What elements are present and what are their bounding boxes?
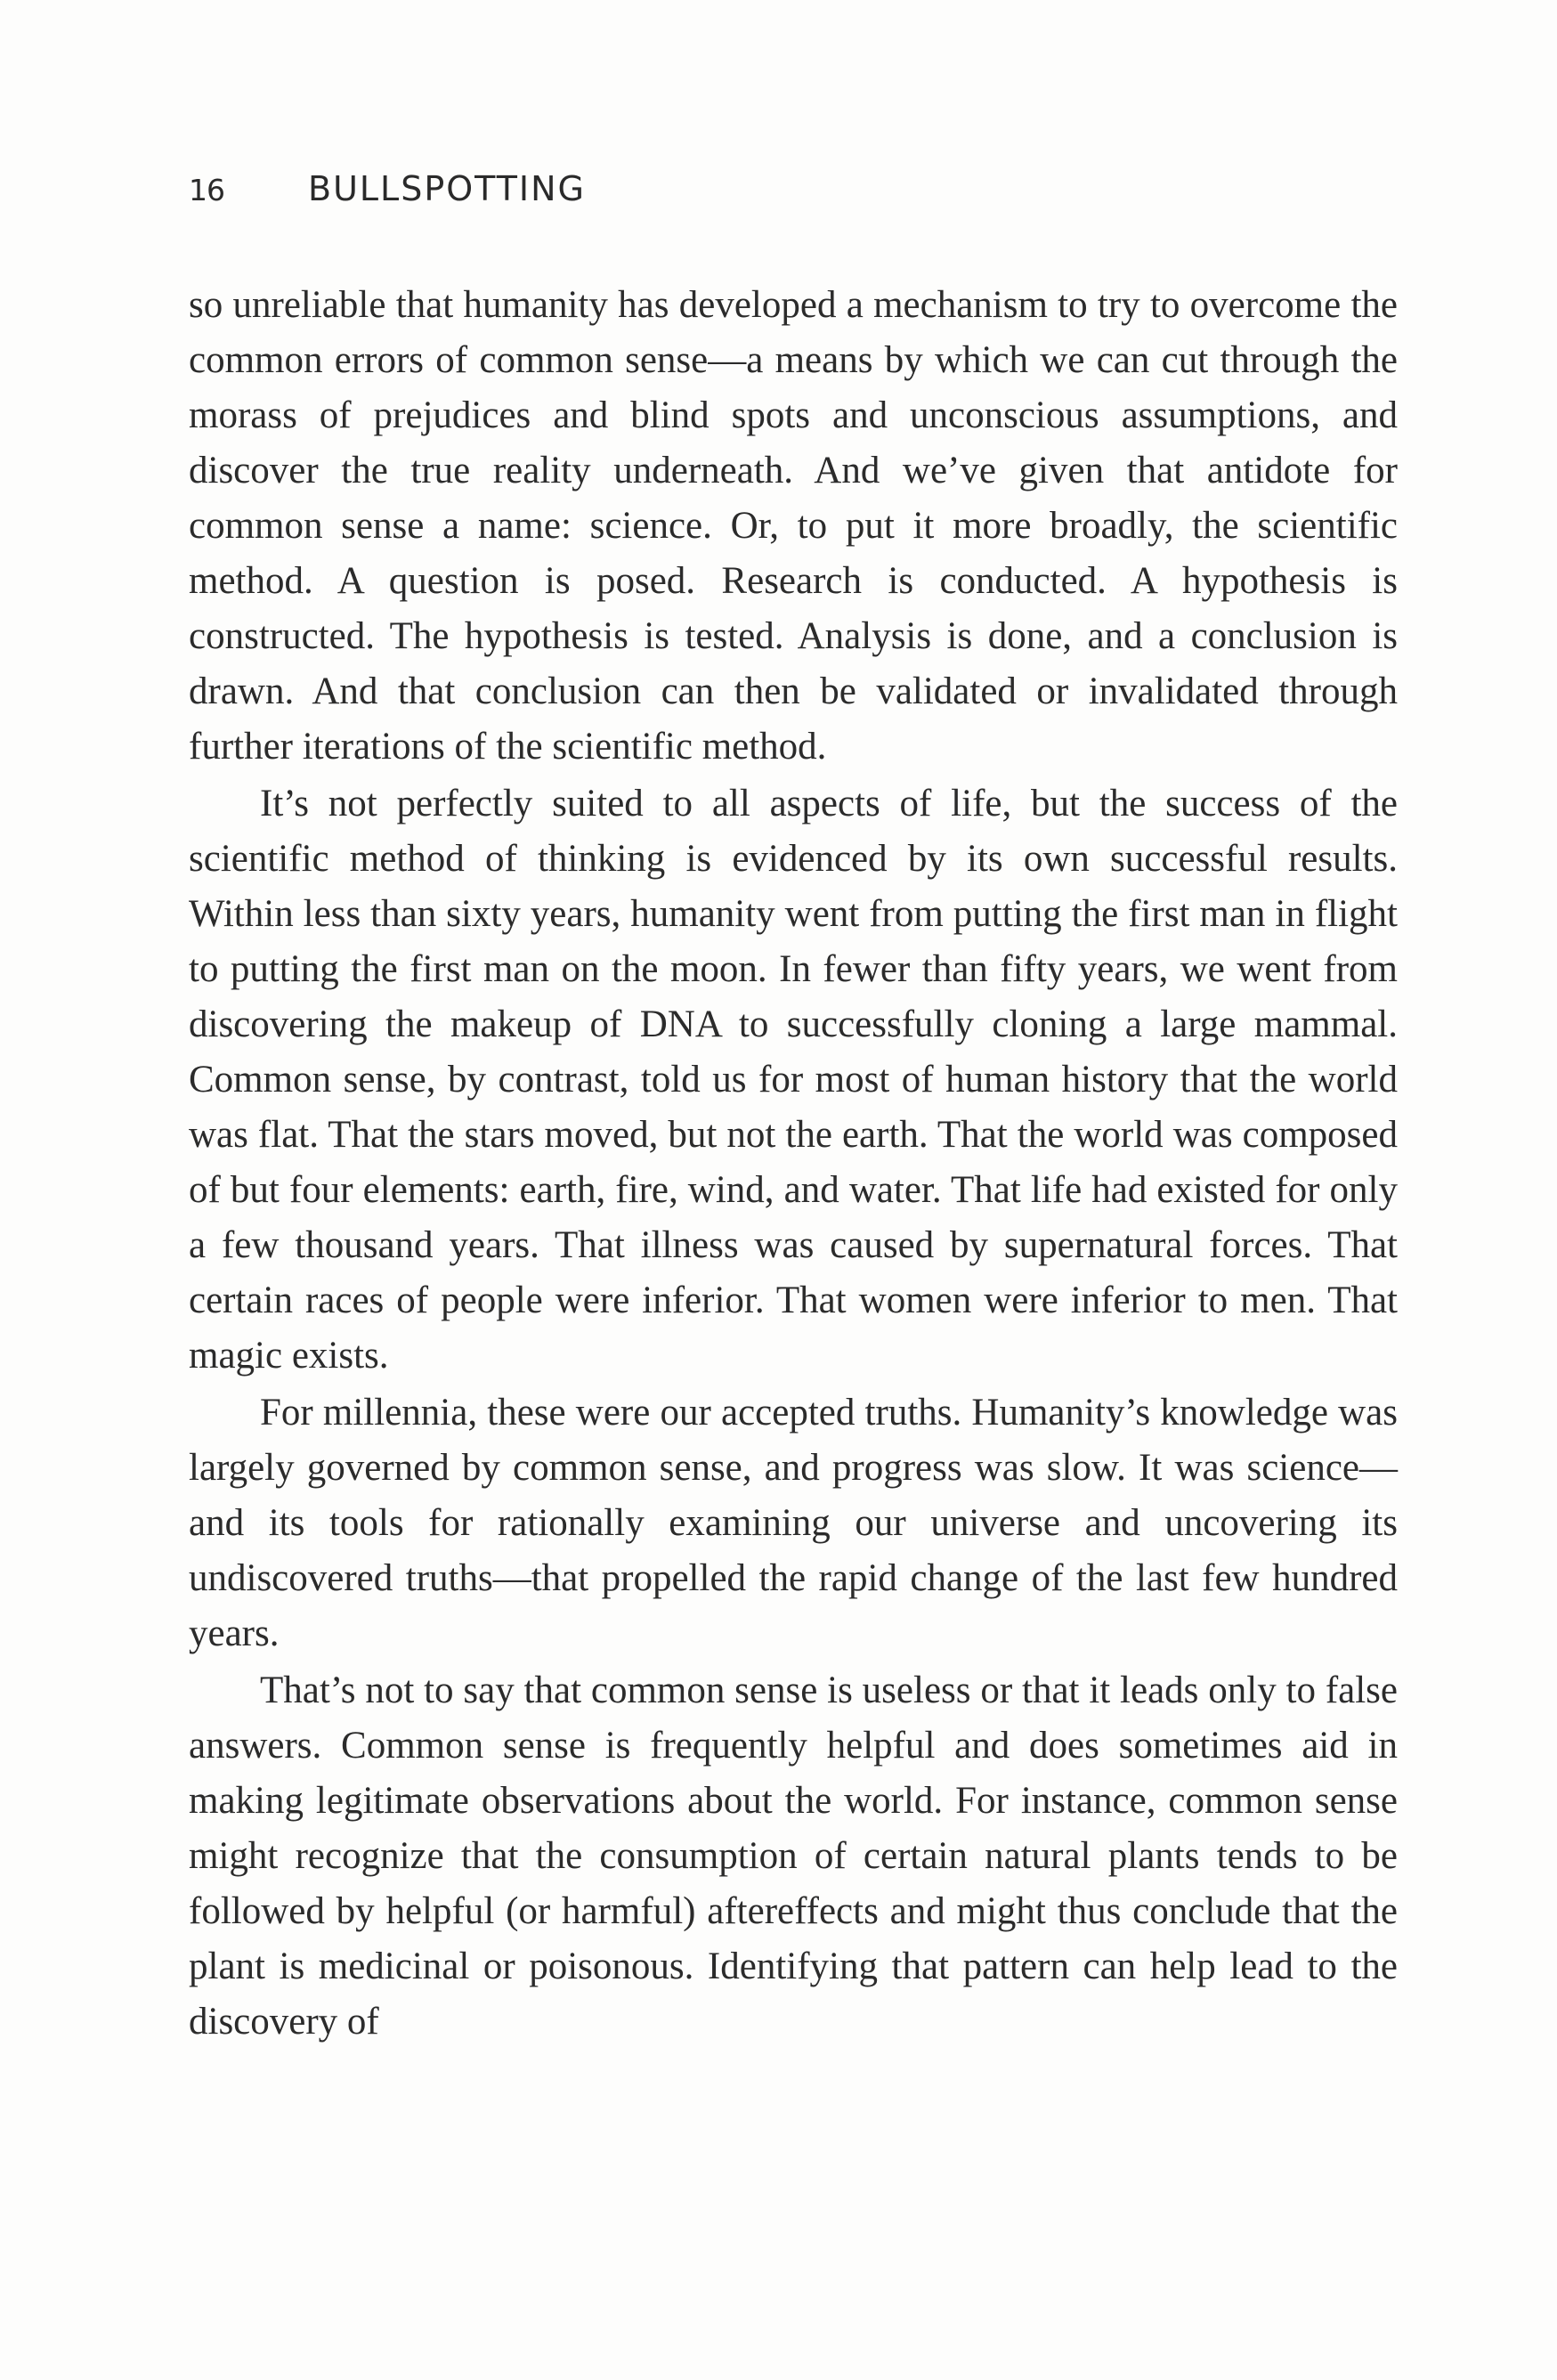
page-number: 16 [189,173,224,207]
body-text [189,278,1398,2050]
paragraph: It’s not perfectly suited to all aspects of life, but the success of the scientific method of thinking is evidenced by its own successful results. Within less than sixty years, humanity went from putting the first man in flight to putting the first man on the moon. In fewer than fifty years, we went from discovering the makeup of DNA to successfully cloning a large mammal. Common sense, by contrast, told us for most of human history that the world was flat. That the stars moved, but not the earth. That the world was composed of but four elements: earth, fire, wind, and water. That life had existed for only a few thousand years. That illness was caused by supernatural forces. That certain races of people were inferior. That women were inferior to men. That magic exists. [189,783,1398,1377]
paragraph: For millennia, these were our accepted truths. Humanity’s knowledge was largely governed by common sense, and progress was slow. It was science—and its tools for rationally examining our universe and uncovering its undiscovered truths—that propelled the rapid change of the last few hundred years. [189,1392,1398,1654]
paragraph: That’s not to say that common sense is useless or that it leads only to false answers. Common sense is frequently helpful and does sometimes aid in making legitimate observations about the world. For instance, common sense might recognize that the consumption of certain natural plants tends to be followed by helpful (or harmful) aftereffects and might thus conclude that the plant is medicinal or poisonous. Identifying that pattern can help lead to the discovery of [189,1669,1398,2043]
paragraph: so unreliable that humanity has developed a mechanism to try to overcome the common errors of common sense—a means by which we can cut through the morass of prejudices and blind spots and unconscious assumptions, and discover the true reality underneath. And we’ve given that antidote for common sense a name: science. Or, to put it more broadly, the scientific method. A question is posed. Research is conducted. A hypothesis is constructed. The hypothesis is tested. Analysis is done, and a conclusion is drawn. And that conclusion can then be validated or invalidated through further iterations of the scientific method. [189,284,1398,768]
running-head [189,169,586,212]
book-title: BULLSPOTTING [308,169,587,208]
